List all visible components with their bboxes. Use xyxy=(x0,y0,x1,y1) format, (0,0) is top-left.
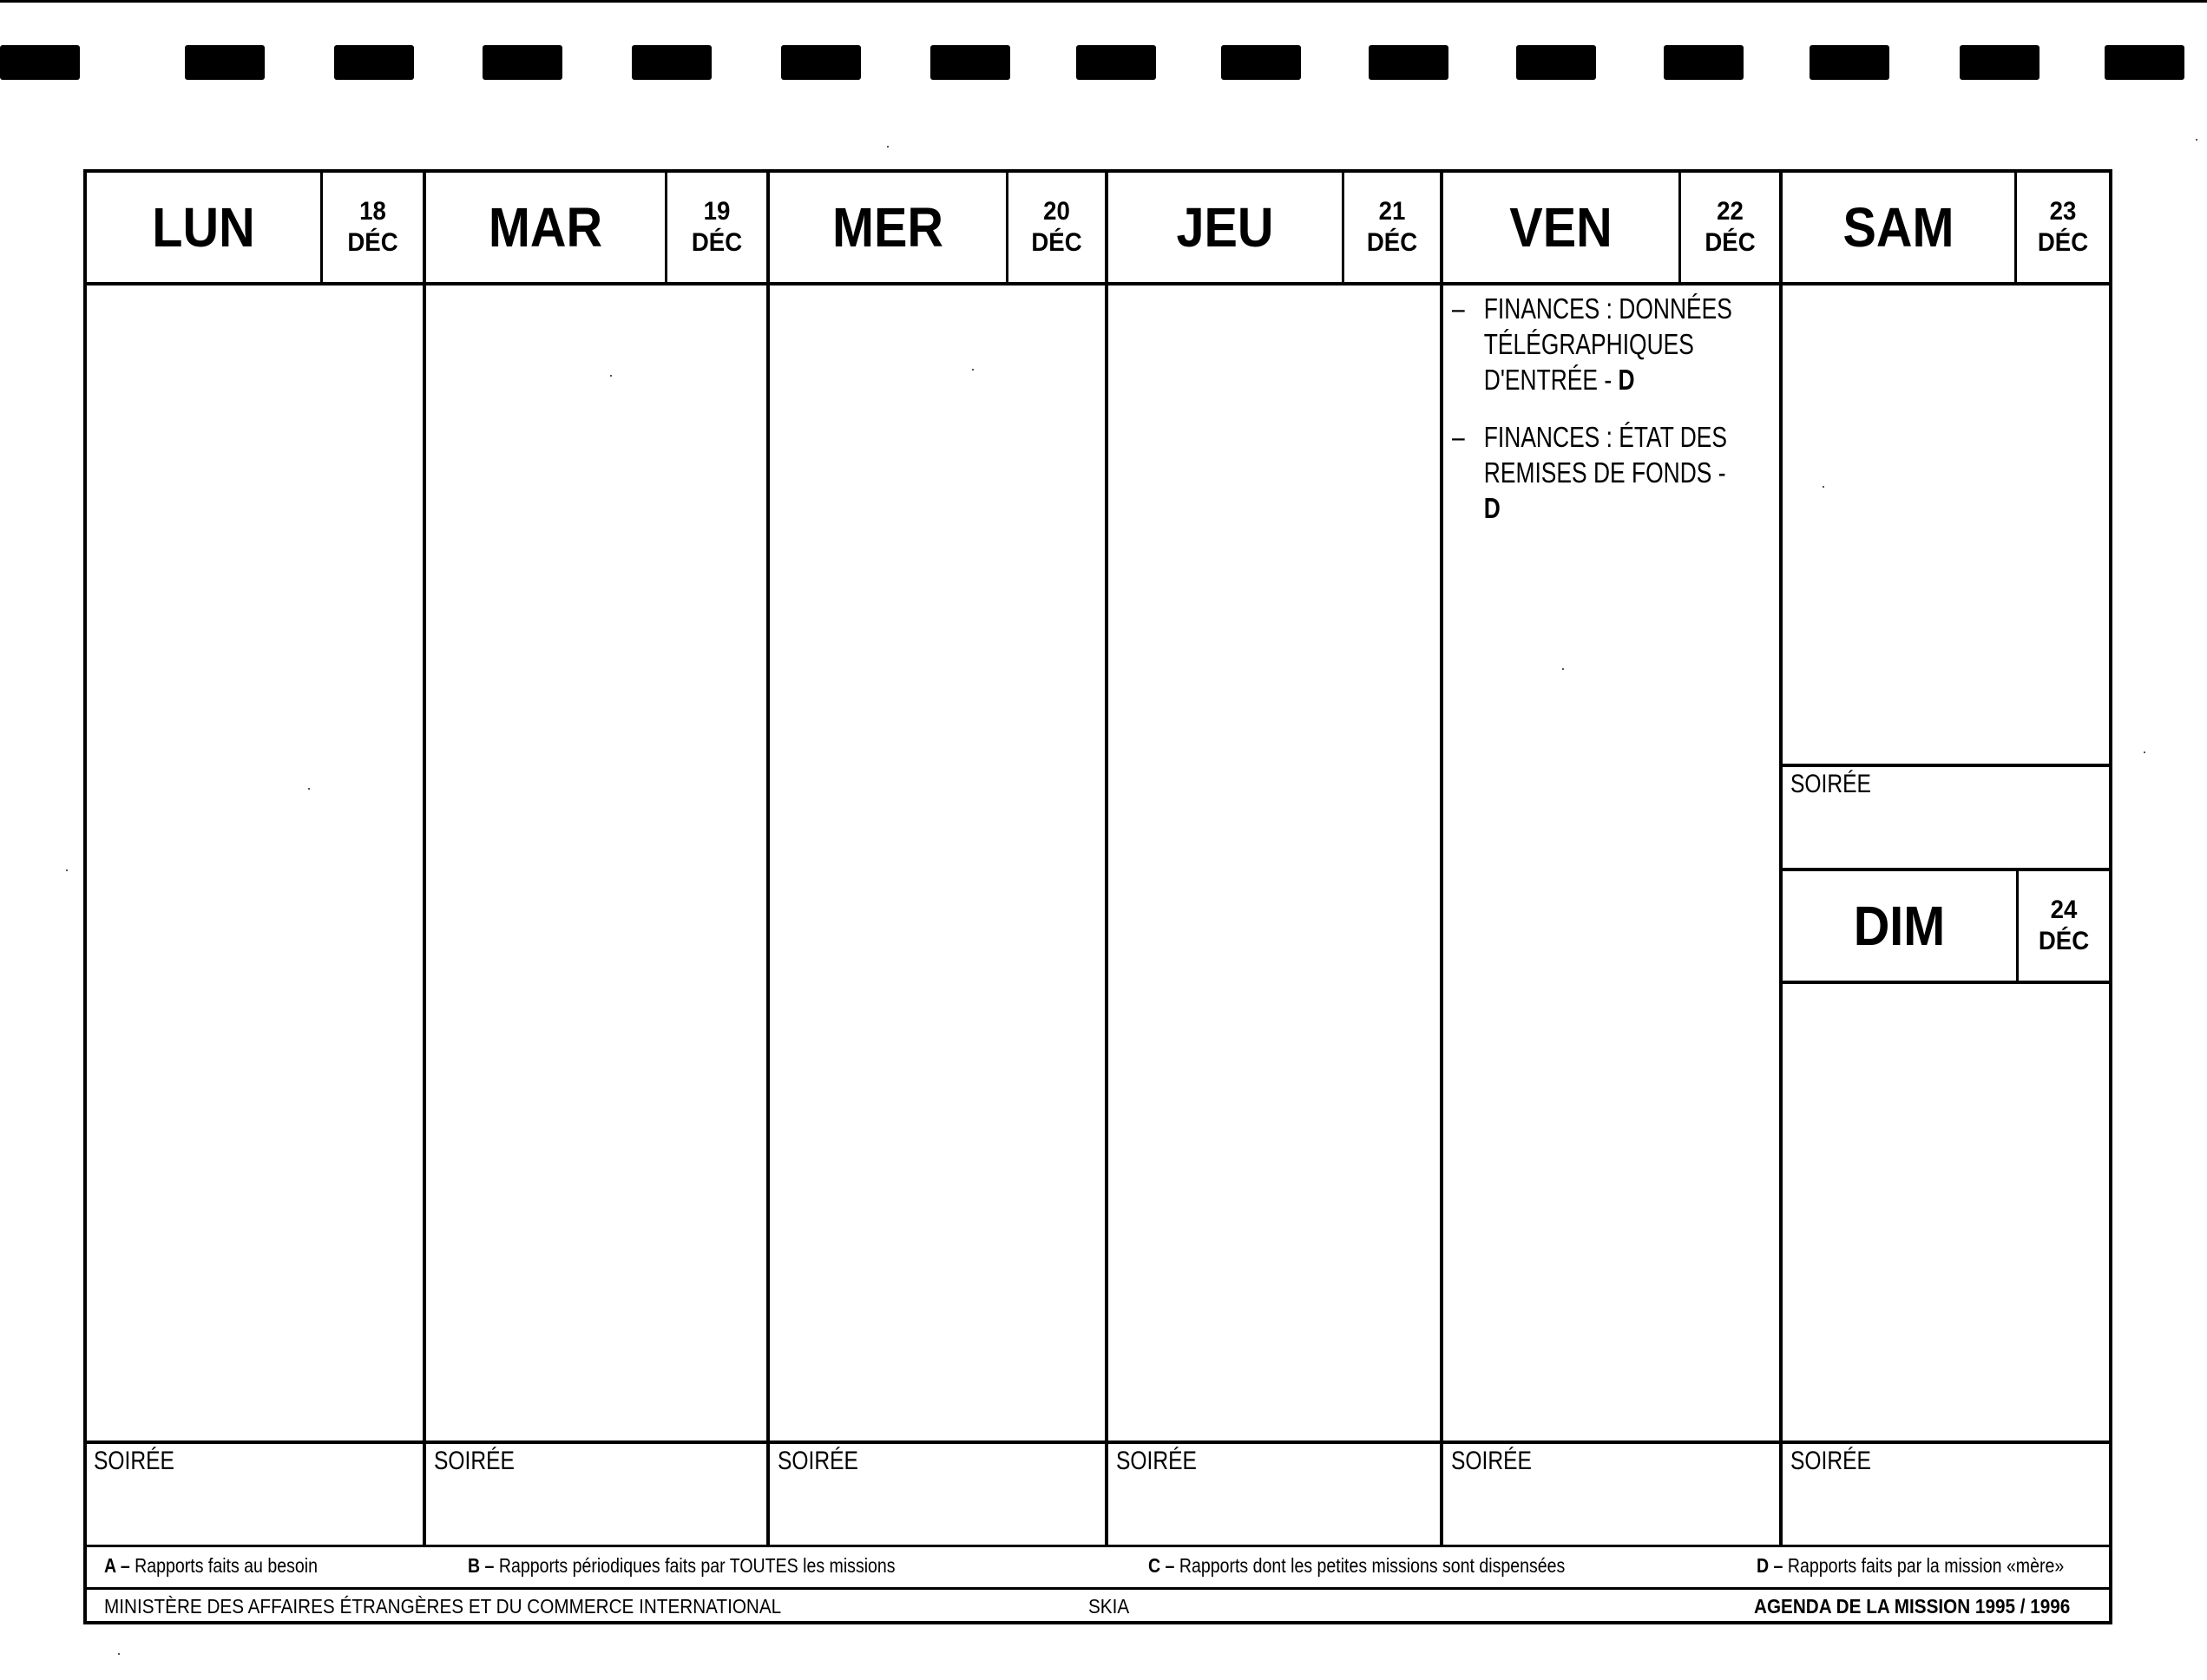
scan-speck xyxy=(887,146,889,148)
date-month: DÉC xyxy=(2038,927,2090,955)
date-divider xyxy=(1006,169,1008,284)
date-divider xyxy=(665,169,667,284)
punch-hole xyxy=(930,45,1010,80)
note-text: FINANCES : DONNÉES TÉLÉGRAPHIQUES D'ENTRÉE - xyxy=(1483,292,1732,396)
legend-item-d xyxy=(1757,1554,2064,1578)
date-number: 24 xyxy=(2050,896,2078,924)
binder-edge-line xyxy=(0,0,2207,3)
frame-left xyxy=(83,169,87,1624)
footer-rule xyxy=(83,1587,2112,1590)
punch-hole xyxy=(483,45,562,80)
note-dash: – xyxy=(1452,421,1465,453)
punch-hole xyxy=(1664,45,1744,80)
punch-hole xyxy=(1221,45,1301,80)
date-number: 21 xyxy=(1378,197,1406,226)
date-number: 20 xyxy=(1043,197,1070,226)
evening-label-wednesday: SOIRÉE xyxy=(778,1447,858,1475)
scan-speck xyxy=(118,1653,120,1655)
date-thursday xyxy=(1348,173,1435,282)
legend-item-a xyxy=(104,1554,318,1578)
punch-hole xyxy=(1076,45,1156,80)
column-divider xyxy=(1440,169,1443,1546)
punch-hole xyxy=(1369,45,1448,80)
column-divider xyxy=(1779,169,1783,1546)
legend-key: A – xyxy=(104,1554,130,1577)
date-month: DÉC xyxy=(691,228,743,257)
scan-speck xyxy=(2144,751,2145,753)
binder-punch-strip xyxy=(0,45,2207,82)
day-name-wednesday: MER xyxy=(832,196,943,259)
legend-key: B – xyxy=(468,1554,495,1577)
day-name-monday: LUN xyxy=(152,196,255,259)
legend-item-b xyxy=(468,1554,896,1578)
evening-label-thursday: SOIRÉE xyxy=(1116,1447,1197,1475)
date-saturday xyxy=(2020,173,2105,282)
note-text: FINANCES : ÉTAT DES REMISES DE FONDS - xyxy=(1483,421,1727,489)
punch-hole xyxy=(632,45,712,80)
punch-hole xyxy=(334,45,414,80)
date-divider xyxy=(320,169,323,284)
punch-hole xyxy=(185,45,265,80)
punch-hole xyxy=(2105,45,2184,80)
note-dash: – xyxy=(1452,292,1465,325)
day-name-saturday: SAM xyxy=(1842,196,1954,259)
date-divider xyxy=(2016,868,2019,982)
legend-key: D – xyxy=(1757,1554,1783,1577)
header-rule xyxy=(83,282,2112,285)
date-number: 18 xyxy=(359,197,386,226)
column-divider xyxy=(423,169,426,1546)
evening-rule xyxy=(83,1440,2112,1444)
note-code: D xyxy=(1618,364,1635,396)
scan-speck xyxy=(1823,486,1824,488)
legend-text: Rapports faits par la mission «mère» xyxy=(1787,1554,2065,1577)
frame-right xyxy=(2109,169,2112,1624)
footer-ministry: MINISTÈRE DES AFFAIRES ÉTRANGÈRES ET DU COMMERCE INTERNATIONAL xyxy=(104,1595,782,1618)
legend-key: C – xyxy=(1148,1554,1175,1577)
footer-agenda-title: AGENDA DE LA MISSION 1995 / 1996 xyxy=(1754,1595,2071,1618)
date-month: DÉC xyxy=(1031,228,1082,257)
date-friday xyxy=(1685,173,1776,282)
legend-text: Rapports périodiques faits par TOUTES les missions xyxy=(498,1554,896,1577)
day-name-thursday: JEU xyxy=(1176,196,1274,259)
legend-text: Rapports faits au besoin xyxy=(135,1554,318,1577)
scan-speck xyxy=(2196,139,2197,141)
date-number: 19 xyxy=(703,197,731,226)
date-month: DÉC xyxy=(347,228,398,257)
evening-label-tuesday: SOIRÉE xyxy=(434,1447,515,1475)
punch-hole xyxy=(781,45,861,80)
punch-hole xyxy=(0,45,80,80)
date-divider xyxy=(2014,169,2017,284)
legend-item-c xyxy=(1148,1554,1565,1578)
date-divider xyxy=(1342,169,1344,284)
day-name-friday: VEN xyxy=(1509,196,1613,259)
date-tuesday xyxy=(672,173,763,282)
footer-form-code: SKIA xyxy=(1088,1595,1130,1618)
date-number: 23 xyxy=(2049,197,2077,226)
date-month: DÉC xyxy=(1705,228,1756,257)
saturday-evening-rule xyxy=(1781,764,2112,767)
date-number: 22 xyxy=(1717,197,1744,226)
day-name-tuesday: MAR xyxy=(488,196,603,259)
punch-hole xyxy=(1516,45,1596,80)
sunday-header-bottom-rule xyxy=(1781,981,2112,984)
scan-speck xyxy=(66,870,68,871)
evening-label-monday: SOIRÉE xyxy=(94,1447,174,1475)
date-monday xyxy=(327,173,419,282)
date-month: DÉC xyxy=(2037,228,2089,257)
frame-bottom xyxy=(83,1621,2112,1624)
weekly-agenda-sheet xyxy=(83,169,2112,1624)
note-code: D xyxy=(1483,492,1501,524)
scan-speck xyxy=(308,788,310,790)
date-month: DÉC xyxy=(1366,228,1418,257)
evening-label-saturday: SOIRÉE xyxy=(1790,770,1871,798)
column-divider xyxy=(1105,169,1108,1546)
date-sunday xyxy=(2022,871,2105,981)
evening-label-friday: SOIRÉE xyxy=(1451,1447,1532,1475)
evening-label-sunday: SOIRÉE xyxy=(1790,1447,1871,1475)
legend-text: Rapports dont les petites missions sont dispensées xyxy=(1179,1554,1566,1577)
legend-rule xyxy=(83,1545,2112,1547)
punch-hole xyxy=(1810,45,1889,80)
column-divider xyxy=(766,169,770,1546)
scan-speck xyxy=(610,375,612,377)
scan-speck xyxy=(972,369,974,371)
scan-speck xyxy=(1562,668,1564,670)
date-wednesday xyxy=(1012,173,1100,282)
punch-hole xyxy=(1960,45,2040,80)
date-divider xyxy=(1678,169,1681,284)
day-name-sunday: DIM xyxy=(1853,895,1946,957)
